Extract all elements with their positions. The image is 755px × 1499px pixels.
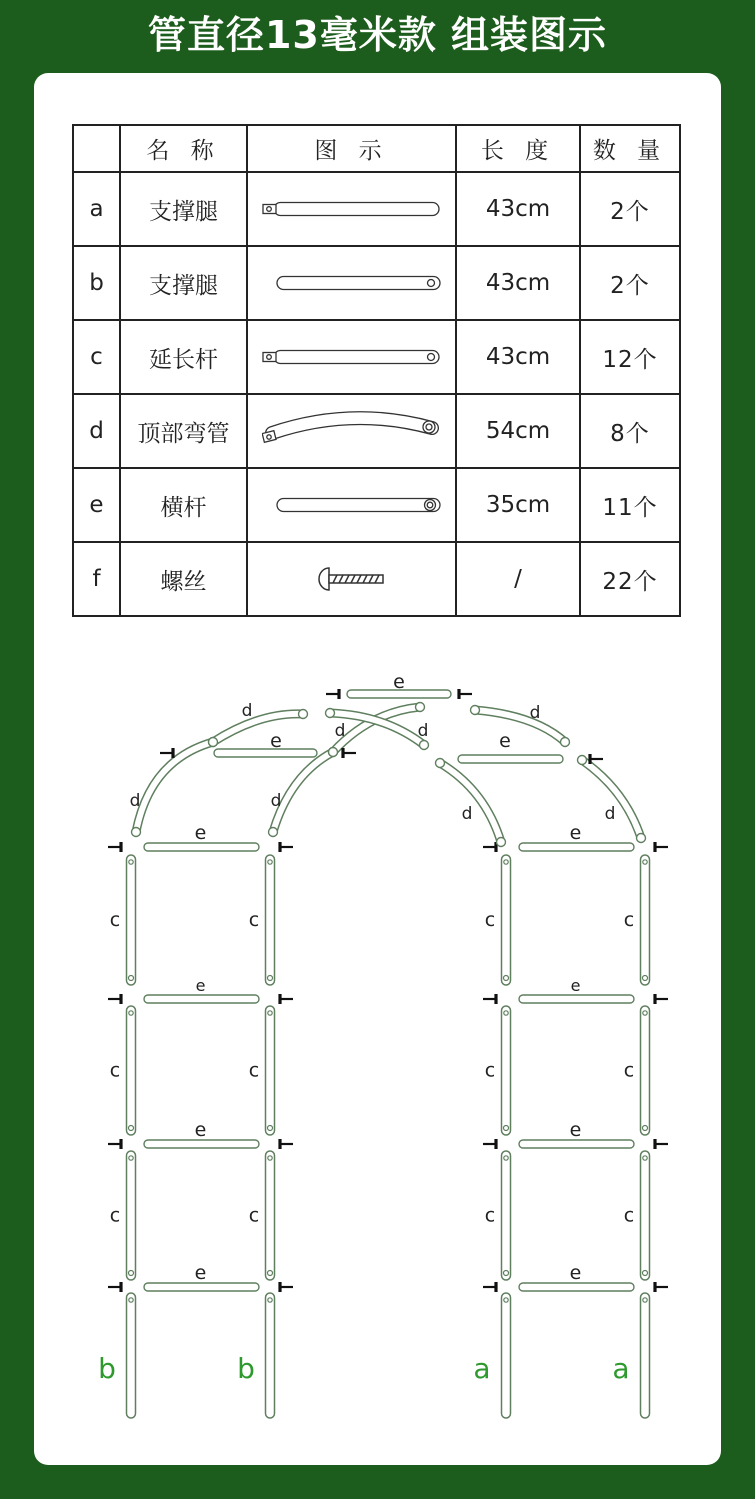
- row-length: /: [456, 542, 580, 616]
- row-name: 支撑腿: [120, 246, 247, 320]
- label-e: e: [393, 671, 405, 693]
- screw-icon: [326, 689, 339, 699]
- screw-icon: [483, 1282, 496, 1292]
- crossbar-e: [144, 995, 259, 1003]
- screw-icon: [459, 689, 472, 699]
- label-d: d: [241, 701, 253, 721]
- crossbar-e: [519, 1283, 634, 1291]
- label-c: c: [109, 1059, 121, 1082]
- label-c: c: [109, 909, 121, 931]
- screw-icon: [655, 842, 668, 852]
- curved-tube-d: [436, 759, 506, 847]
- screw-icon: [280, 1139, 293, 1149]
- header-cell-name: 名 称: [120, 125, 247, 172]
- extension-rod-c: [127, 855, 136, 985]
- row-id: a: [73, 172, 120, 246]
- extension-rod-c: [502, 1006, 511, 1135]
- label-e: e: [270, 730, 282, 752]
- label-d: d: [270, 791, 282, 811]
- screw-icon: [108, 1282, 121, 1292]
- row-name: 延长杆: [120, 320, 247, 394]
- crossbar-e: [519, 843, 634, 851]
- leg-label: a: [612, 1352, 630, 1385]
- label-c: c: [623, 1059, 635, 1082]
- row-length: 43cm: [456, 172, 580, 246]
- screw-icon: [280, 842, 293, 852]
- header-cell-length: 长 度: [456, 125, 580, 172]
- extension-rod-c: [641, 1151, 650, 1280]
- label-d: d: [334, 721, 346, 741]
- label-c: c: [248, 1204, 260, 1227]
- label-e: e: [569, 1262, 582, 1284]
- extension-rod-c: [266, 855, 275, 985]
- label-c: c: [248, 1059, 260, 1082]
- label-c: c: [248, 909, 260, 931]
- screw-icon: [655, 1139, 668, 1149]
- screw-icon: [280, 1282, 293, 1292]
- crossbar-e: [214, 749, 317, 757]
- header-cell-quantity: 数 量: [580, 125, 680, 172]
- extension-rod-c: [502, 855, 511, 985]
- label-c: c: [484, 1059, 496, 1082]
- leg-label: a: [473, 1352, 491, 1385]
- row-length: 35cm: [456, 468, 580, 542]
- label-d: d: [461, 804, 473, 824]
- label-e: e: [499, 730, 511, 752]
- support-leg: [127, 1293, 136, 1418]
- crossbar-e: [519, 995, 634, 1003]
- screw-icon: [108, 994, 121, 1004]
- support-leg: [266, 1293, 275, 1418]
- page-title: 管直径13毫米款 组装图示: [147, 13, 608, 57]
- label-d: d: [529, 703, 541, 723]
- crossbar-e: [144, 843, 259, 851]
- extension-rod-c: [266, 1151, 275, 1280]
- row-id: b: [73, 246, 120, 320]
- row-length: 43cm: [456, 320, 580, 394]
- label-d: d: [129, 791, 141, 811]
- label-e: e: [569, 822, 582, 844]
- row-id: d: [73, 394, 120, 468]
- label-e: e: [194, 822, 207, 844]
- support-leg: [641, 1293, 650, 1418]
- row-id: e: [73, 468, 120, 542]
- label-c: c: [623, 909, 635, 931]
- label-e: e: [195, 976, 206, 995]
- curved-tube-d: [471, 706, 570, 747]
- header-cell-illustration: 图 示: [247, 125, 456, 172]
- row-quantity: 2个: [580, 246, 680, 320]
- row-length: 54cm: [456, 394, 580, 468]
- crossbar-e: [144, 1140, 259, 1148]
- crossbar-e: [519, 1140, 634, 1148]
- screw-icon: [655, 1282, 668, 1292]
- row-name: 顶部弯管: [120, 394, 247, 468]
- extension-rod-c: [641, 855, 650, 985]
- label-e: e: [570, 976, 581, 995]
- screw-icon: [108, 1139, 121, 1149]
- row-name: 螺丝: [120, 542, 247, 616]
- extension-rod-c: [127, 1006, 136, 1135]
- label-c: c: [109, 1204, 121, 1227]
- extension-rod-c: [266, 1006, 275, 1135]
- screw-icon: [655, 994, 668, 1004]
- curved-tube-d: [209, 710, 308, 747]
- leg-label: b: [98, 1352, 116, 1385]
- row-quantity: 8个: [580, 394, 680, 468]
- row-length: 43cm: [456, 246, 580, 320]
- extension-rod-c: [641, 1006, 650, 1135]
- crossbar-e: [458, 755, 563, 763]
- screw-icon: [160, 748, 173, 758]
- label-e: e: [194, 1119, 207, 1141]
- label-d: d: [604, 804, 616, 824]
- screw-icon: [483, 842, 496, 852]
- row-quantity: 2个: [580, 172, 680, 246]
- row-id: c: [73, 320, 120, 394]
- crossbar-e: [144, 1283, 259, 1291]
- screw-icon: [343, 748, 356, 758]
- row-quantity: 11个: [580, 468, 680, 542]
- label-c: c: [484, 909, 496, 931]
- curved-tube-d: [578, 756, 646, 843]
- extension-rod-c: [502, 1151, 511, 1280]
- label-e: e: [569, 1119, 582, 1141]
- label-d: d: [417, 721, 429, 741]
- screw-icon: [280, 994, 293, 1004]
- support-leg: [502, 1293, 511, 1418]
- label-c: c: [623, 1204, 635, 1227]
- label-e: e: [194, 1262, 207, 1284]
- row-quantity: 22个: [580, 542, 680, 616]
- screw-icon: [483, 1139, 496, 1149]
- screw-icon: [483, 994, 496, 1004]
- extension-rod-c: [127, 1151, 136, 1280]
- screw-icon: [108, 842, 121, 852]
- row-quantity: 12个: [580, 320, 680, 394]
- leg-label: b: [237, 1352, 255, 1385]
- row-id: f: [73, 542, 120, 616]
- row-name: 支撑腿: [120, 172, 247, 246]
- row-name: 横杆: [120, 468, 247, 542]
- label-c: c: [484, 1204, 496, 1227]
